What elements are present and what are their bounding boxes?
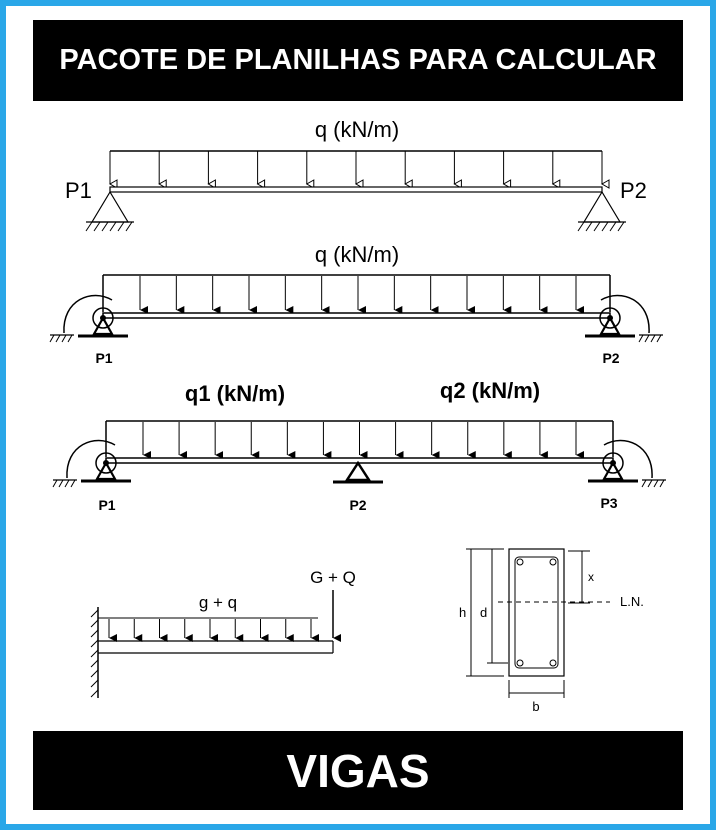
fixed-beam-body <box>103 313 610 318</box>
continuous-left-label: P1 <box>98 497 116 513</box>
cantilever-beam <box>91 568 356 698</box>
fixed-load-label: q (kN/m) <box>314 242 400 267</box>
rebar-top-right <box>550 559 556 565</box>
continuous-right-label: P3 <box>600 495 618 511</box>
simple-left-support <box>92 192 128 222</box>
simple-beam <box>65 117 647 231</box>
continuous-middle-label: P2 <box>349 497 367 513</box>
header-title: PACOTE DE PLANILHAS PARA CALCULAR <box>59 44 657 76</box>
simple-right-label: P2 <box>620 178 647 203</box>
simple-load-arrows <box>110 151 602 184</box>
simple-right-support <box>584 192 620 222</box>
simple-beam-body <box>110 187 602 192</box>
label-d: d <box>480 605 488 620</box>
cantilever-load-arrows <box>109 619 311 638</box>
simple-left-hatch <box>86 222 132 231</box>
label-x: x <box>588 570 594 584</box>
cross-section <box>459 549 644 714</box>
footer-title: VIGAS <box>286 744 430 797</box>
continuous-beam <box>53 378 666 513</box>
cantilever-distributed-label: g + q <box>198 593 238 612</box>
label-h: h <box>459 605 467 620</box>
fixed-beam <box>50 242 663 366</box>
label-neutral-axis: L.N. <box>620 594 644 609</box>
fixed-left-label: P1 <box>95 350 113 366</box>
continuous-load-arrows <box>143 422 576 455</box>
rebar-top-left <box>517 559 523 565</box>
section-outline <box>509 549 564 676</box>
simple-left-label: P1 <box>65 178 92 203</box>
rebar-bottom-left <box>517 660 523 666</box>
section-stirrup <box>515 557 558 668</box>
continuous-beam-body <box>106 458 613 463</box>
label-b: b <box>532 699 540 714</box>
simple-right-hatch <box>578 222 624 231</box>
simple-load-label: q (kN/m) <box>314 117 400 142</box>
continuous-load-left-label: q1 (kN/m) <box>184 381 286 406</box>
continuous-load-right-label: q2 (kN/m) <box>439 378 541 403</box>
cantilever-point-label: G + Q <box>310 568 356 587</box>
cantilever-wall-hatch <box>91 610 98 697</box>
continuous-middle-support <box>347 463 369 480</box>
rebar-bottom-right <box>550 660 556 666</box>
fixed-load-arrows <box>140 276 576 310</box>
fixed-right-label: P2 <box>602 350 620 366</box>
